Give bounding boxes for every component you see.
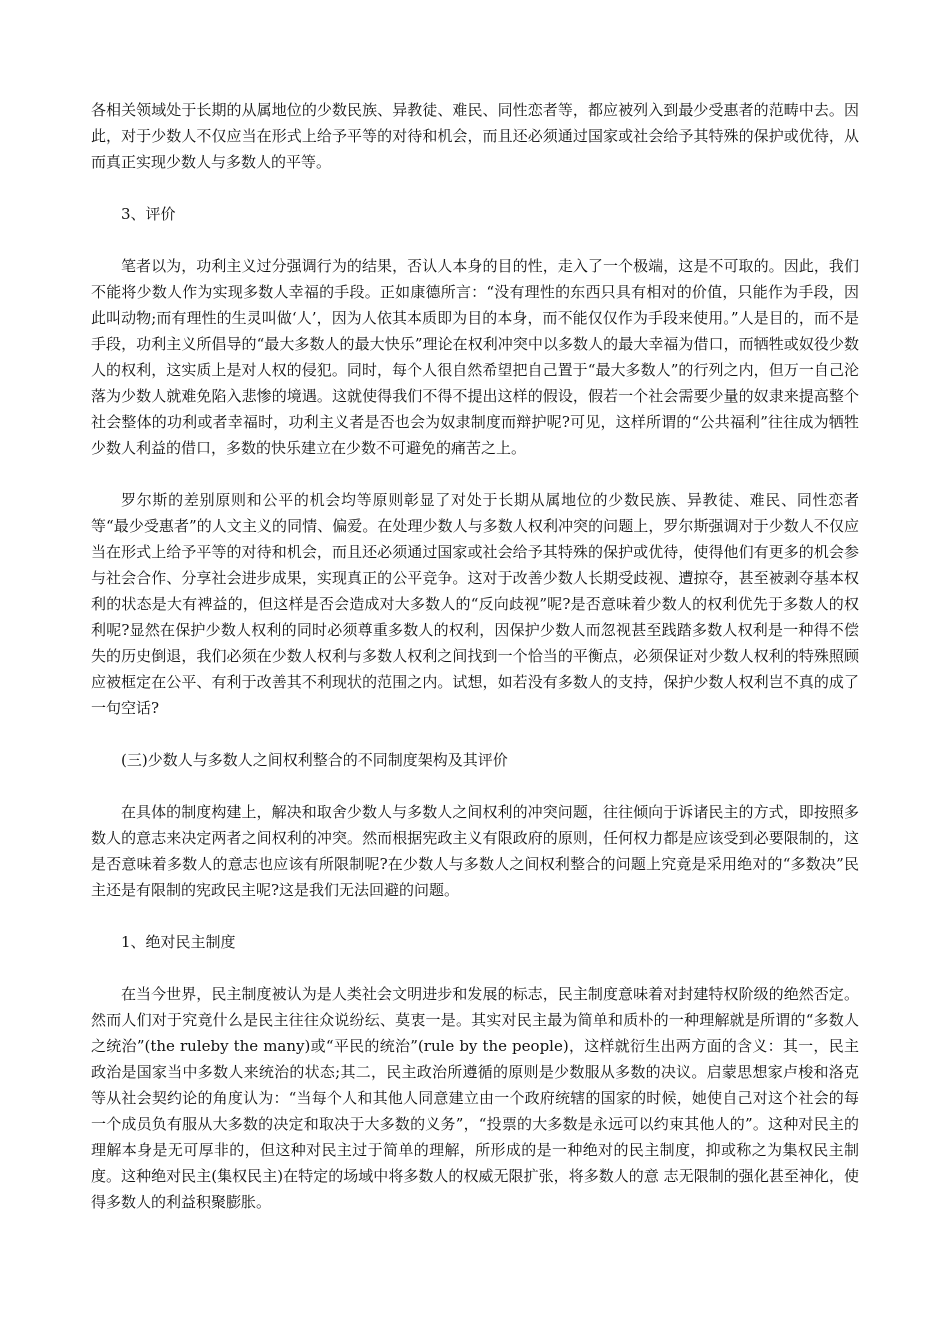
section-heading-absolute-democracy: 1、绝对民主制度 xyxy=(121,933,236,951)
document-page xyxy=(91,97,859,1215)
section-heading-institutional-frameworks: (三)少数人与多数人之间权利整合的不同制度架构及其评价 xyxy=(121,751,508,769)
paragraph-utilitarianism-critique: 笔者以为，功利主义过分强调行为的结果，否认人本身的目的性，走入了一个极端，这是不可取的。因此，我们不能将少数人作为实现多数人幸福的手段。正如康德所言：“没有理性的东西只具有相对的价值，只能作为手段，因此叫动物;而有理性的生灵叫做‘人’，因为人依其本质即为目的本身，而不能仅仅作为手段来使用。”人是目的，而不是手段，功利主义所倡导的“最大多数人的最大快乐”理论在权利冲突中以多数人的最大幸福为借口，而牺牲或奴役少数人的权利，这实质上是对人权的侵犯。同时，每个人很自然希望把自己置于“最大多数人”的行列之内，但万一自己沦落为少数人就难免陷入悲惨的境遇。这就使得我们不得不提出这样的假设，假若一个社会需要少量的奴隶来提高整个社会整体的功利或者幸福时，功利主义者是否也会为奴隶制度而辩护呢?可见，这样所谓的“公共福利”往往成为牺牲少数人利益的借口，多数的快乐建立在少数不可避免的痛苦之上。 xyxy=(91,257,859,457)
paragraph-gap xyxy=(91,773,859,799)
paragraph-gap xyxy=(91,721,859,747)
paragraph-continuation: 各相关领域处于长期的从属地位的少数民族、异教徒、难民、同性恋者等，都应被列入到最少受惠者的范畴中去。因此，对于少数人不仅应当在形式上给予平等的对待和机会，而且还必须通过国家或社会给予其特殊的保护或优待，从而真正实现少数人与多数人的平等。 xyxy=(91,101,859,171)
paragraph-absolute-democracy: 在当今世界，民主制度被认为是人类社会文明进步和发展的标志，民主制度意味着对封建特权阶级的绝然否定。然而人们对于究竟什么是民主往往众说纷纭、莫衷一是。其实对民主最为简单和质朴的一种理解就是所谓的“多数人之统治”(the ruleby the many)或“平民的统治”(rule by the people)，这样就衍生出两方面的含义：其一，民主政治是国家当中多数人来统治的状态;其二，民主政治所遵循的原则是少数服从多数的决议。启蒙思想家卢梭和洛克等从社会契约论的角度认为：“当每个人和其他人同意建立由一个政府统辖的国家的时候，她使自己对这个社会的每一个成员负有服从大多数的决定和取决于大多数的义务”，“投票的大多数是永远可以约束其他人的”。这种对民主的理解本身是无可厚非的，但这种对民主过于简单的理解，所形成的是一种绝对的民主制度，抑或称之为集权民主制度。这种绝对民主(集权民主)在特定的场域中将多数人的权威无限扩张，将多数人的意 志无限制的强化甚至神化，使得多数人的利益积聚膨胀。 xyxy=(91,985,859,1211)
paragraph-gap xyxy=(91,955,859,981)
paragraph-institutional-construction: 在具体的制度构建上，解决和取舍少数人与多数人之间权利的冲突问题，往往倾向于诉诸民主的方式，即按照多数人的意志来决定两者之间权利的冲突。然而根据宪政主义有限政府的原则，任何权力都是应该受到必要限制的，这是否意味着多数人的意志也应该有所限制呢?在少数人与多数人之间权利整合的问题上究竟是采用绝对的“多数决”民主还是有限制的宪政民主呢?这是我们无法回避的问题。 xyxy=(91,803,859,899)
paragraph-rawls-principles: 罗尔斯的差别原则和公平的机会均等原则彰显了对处于长期从属地位的少数民族、异教徒、难民、同性恋者等“最少受惠者”的人文主义的同情、偏爱。在处理少数人与多数人权利冲突的问题上，罗尔斯强调对于少数人不仅应当在形式上给予平等的对待和机会，而且还必须通过国家或社会给予其特殊的保护或优待，使得他们有更多的机会参与社会合作、分享社会进步成果，实现真正的公平竞争。这对于改善少数人长期受歧视、遭掠夺，甚至被剥夺基本权利的状态是大有裨益的，但这样是否会造成对大多数人的“反向歧视”呢?是否意味着少数人的权利优先于多数人的权利呢?显然在保护少数人权利的同时必须尊重多数人的权利，因保护少数人而忽视甚至践踏多数人权利是一种得不偿失的历史倒退，我们必须在少数人权利与多数人权利之间找到一个恰当的平衡点，必须保证对少数人权利的特殊照顾应被框定在公平、有利于改善其不利现状的范围之内。试想，如若没有多数人的支持，保护少数人权利岂不真的成了一句空话? xyxy=(91,491,859,717)
paragraph-gap xyxy=(91,227,859,253)
section-heading-evaluation: 3、评价 xyxy=(121,205,176,223)
paragraph-gap xyxy=(91,903,859,929)
paragraph-gap xyxy=(91,175,859,201)
paragraph-gap xyxy=(91,461,859,487)
